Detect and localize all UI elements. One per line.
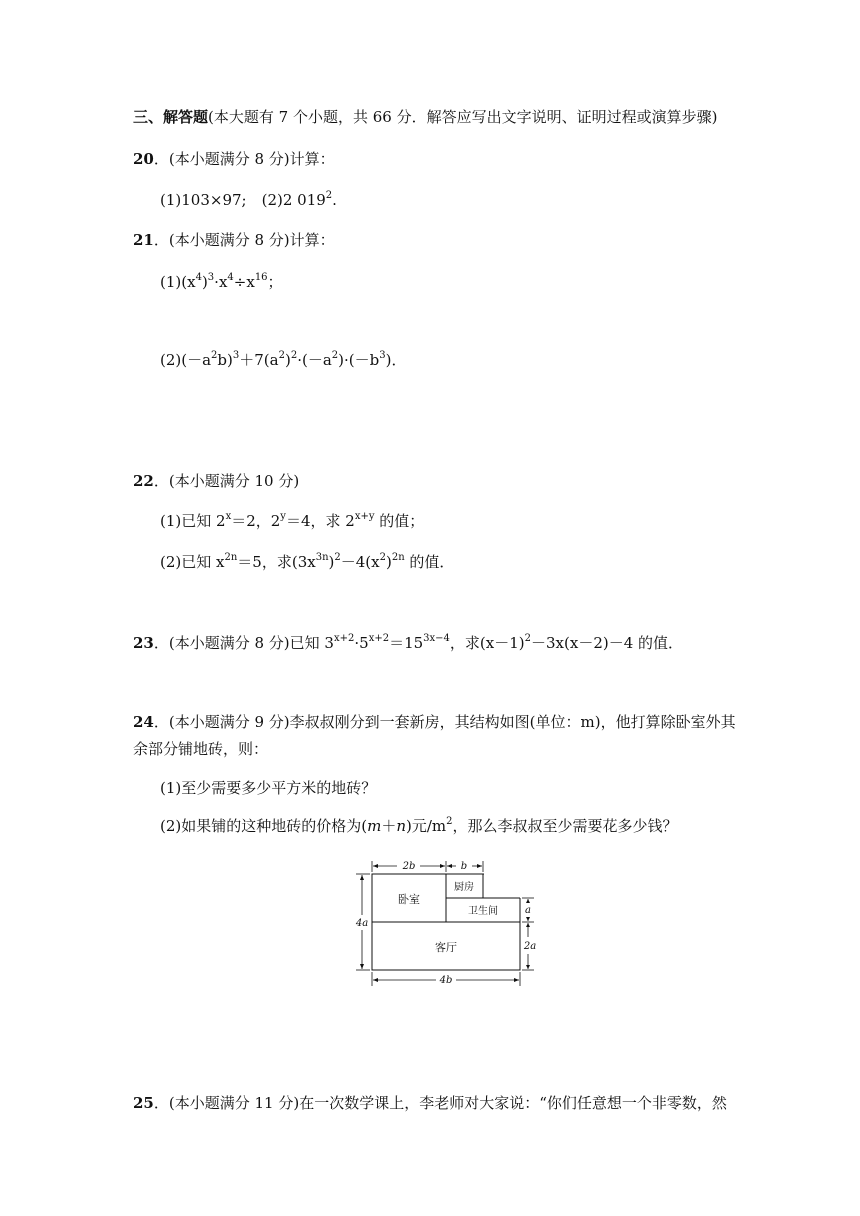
t: (1)已知 2 [160, 512, 226, 530]
dim-label-4b: 4b [439, 975, 453, 986]
q23 [133, 633, 683, 653]
floor-plan-figure [352, 858, 544, 988]
t: ； [267, 273, 283, 291]
e: 2 [524, 633, 532, 644]
t: ) [284, 351, 291, 369]
e: 2 [290, 350, 298, 361]
t: (2)已知 x [160, 553, 225, 571]
e: 2 [278, 350, 285, 361]
arrowhead [360, 875, 364, 880]
e: 2 [446, 816, 453, 827]
e: 2 [379, 552, 386, 563]
t: －4(x [340, 553, 380, 571]
e: 3n [315, 552, 329, 563]
q21-heading [133, 230, 335, 250]
t: (2)如果铺的这种地砖的价格为( [160, 817, 368, 835]
section-desc: (本大题有 7 个小题，共 66 分．解答应写出文字说明、证明过程或演算步骤) [208, 108, 718, 126]
q22-part2 [160, 552, 454, 572]
e: 3 [379, 350, 386, 361]
arrowhead [526, 899, 530, 903]
e: x+2 [368, 633, 390, 644]
q24-text1: ．(本小题满分 9 分)李叔叔刚分到一套新房，其结构如图(单位：m)，他打算除卧室外其 [153, 713, 736, 731]
t: ．(本小题满分 8 分)已知 3 [153, 634, 334, 652]
arrowhead [360, 964, 364, 969]
notch-mask [484, 873, 522, 898]
arrowhead [526, 917, 530, 921]
t: )·(－b [338, 351, 380, 369]
label-bedroom: 卧室 [398, 893, 420, 906]
t: ，求(x－1) [449, 634, 525, 652]
q25 [133, 1093, 727, 1113]
arrowhead [440, 864, 445, 868]
t: ·(－a [297, 351, 332, 369]
q22-heading [133, 471, 299, 491]
t: (2)(－a [160, 351, 212, 369]
t: b) [217, 351, 233, 369]
arrowhead [447, 864, 452, 868]
t: ) [385, 553, 392, 571]
arrowhead [373, 864, 378, 868]
e: y [280, 511, 286, 522]
t: )元/m [406, 817, 447, 835]
arrowhead [526, 923, 530, 927]
t: ) [328, 553, 335, 571]
e: 4 [227, 272, 234, 283]
label-bathroom: 卫生间 [468, 906, 498, 917]
section-header [133, 107, 717, 127]
label-living-room: 客厅 [435, 941, 457, 954]
q24-part2 [160, 816, 678, 836]
q24-line1 [133, 712, 736, 732]
q20-p1-text: (1)103×97; (2)2 019 [160, 191, 326, 209]
q20-number: 20 [133, 150, 154, 168]
arrowhead [477, 864, 482, 868]
q21-part2 [160, 350, 406, 370]
q24-line2: 余部分铺地砖，则： [133, 740, 269, 758]
q20-p1-exp: 2 [325, 190, 333, 201]
t: (1)(x [160, 273, 196, 291]
dim-label-a: a [525, 905, 531, 916]
e: 2n [391, 552, 405, 563]
e: 16 [254, 272, 268, 283]
arrowhead [514, 978, 519, 982]
t: ·x [214, 273, 228, 291]
e: 2 [211, 350, 218, 361]
q23-number: 23 [133, 634, 154, 652]
dim-label-b: b [460, 861, 468, 872]
section-title: 三、解答题 [133, 108, 209, 126]
var-n: n [396, 817, 407, 835]
q20-head: ．(本小题满分 8 分)计算： [153, 150, 335, 168]
q22-part1 [160, 511, 424, 531]
q21-part1 [160, 272, 283, 292]
t: ＝5，求(3x [237, 553, 316, 571]
e: 3 [232, 350, 240, 361]
t: ÷x [233, 273, 255, 291]
dim-label-2b: 2b [402, 861, 416, 872]
t: )． [385, 351, 407, 369]
q20-p1-end: . [332, 191, 337, 209]
label-kitchen: 厨房 [454, 882, 474, 893]
q24-part1: (1)至少需要多少平方米的地砖？ [160, 779, 377, 797]
q24-number: 24 [133, 713, 154, 731]
q20-part1 [160, 190, 337, 210]
arrowhead [373, 978, 378, 982]
e: 3 [207, 272, 215, 283]
var-m: m [367, 817, 382, 835]
q25-text: ．(本小题满分 11 分)在一次数学课上，李老师对大家说：“你们任意想一个非零数，然 [153, 1094, 727, 1112]
e: x [225, 511, 232, 522]
q22-head: ．(本小题满分 10 分) [153, 472, 300, 490]
t: ，那么李叔叔至少需要花多少钱？ [452, 817, 678, 835]
t: ＝2，2 [231, 512, 281, 530]
q21-number: 21 [133, 231, 154, 249]
q25-number: 25 [133, 1094, 154, 1112]
t: 的值； [374, 512, 425, 530]
t: ＋7(a [239, 351, 279, 369]
t: ＝4，求 2 [285, 512, 355, 530]
dim-label-4a: 4a [355, 918, 369, 929]
arrowhead [526, 965, 530, 969]
e: 3x−4 [423, 633, 450, 644]
t: －3x(x－2)－4 的值． [531, 634, 684, 652]
t: ＝15 [389, 634, 424, 652]
t: ·5 [354, 634, 369, 652]
q20-heading [133, 149, 335, 169]
t: ＋ [381, 817, 397, 835]
e: 2n [224, 552, 238, 563]
e: 2 [331, 350, 339, 361]
e: 2 [334, 552, 341, 563]
q22-number: 22 [133, 472, 154, 490]
q21-head: ．(本小题满分 8 分)计算： [153, 231, 335, 249]
e: x+2 [333, 633, 355, 644]
e: 4 [195, 272, 202, 283]
t: 的值． [404, 553, 455, 571]
dim-label-2a: 2a [523, 941, 537, 952]
t: ) [201, 273, 208, 291]
e: x+y [354, 511, 375, 522]
